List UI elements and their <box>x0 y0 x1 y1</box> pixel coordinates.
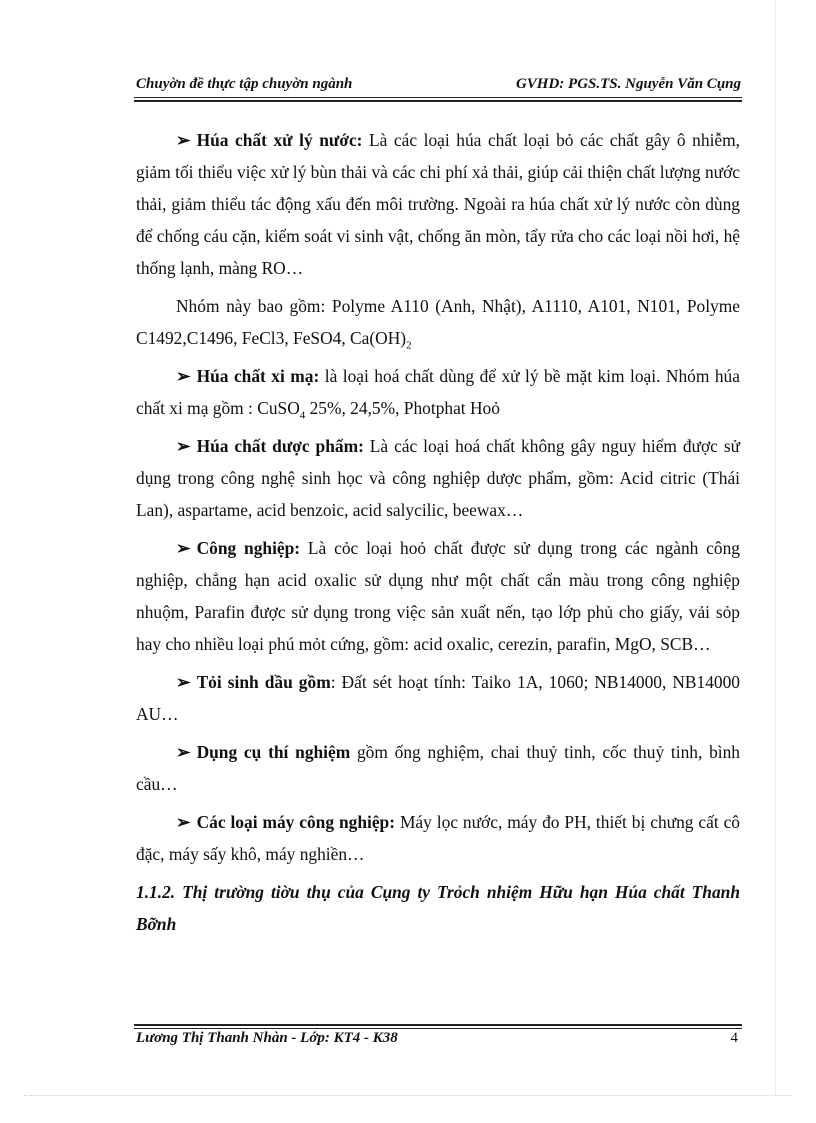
body-text <box>136 124 740 940</box>
text-lab-equipment: gồm ống nghiệm, chai thuỷ tinh, cốc thuỷ tinh, bình cầu… <box>136 742 740 794</box>
term-pharmaceutical: Húa chất dược phẩm: <box>196 436 364 456</box>
page-footer <box>136 1030 738 1047</box>
text-industrial: Là cỏc loại hoỏ chất được sử dụng trong các ngành công nghiệp, chẳng hạn acid oxalic sử dụng như một chất cẩn màu trong công nghiệp nhuộm, Parafin được sử dụng trong việc sản xuất nến, tạo lớp phủ cho giấy, vải sỏp hay cho nhiều loại phú mỏt cứng, gồm: acid oxalic, cerezin, parafin, MgO, SCB… <box>136 538 740 654</box>
bullet-plating <box>136 360 740 424</box>
text-pharmaceutical: Là các loại hoá chất không gây nguy hiểm được sử dụng trong công nghệ sinh học và công nghiệp dược phẩm, gồm: Acid citric (Thái Lan), aspartame, acid benzoic, acid salycilic, beewax… <box>136 436 741 520</box>
bullet-industrial <box>136 532 740 660</box>
page-number: 4 <box>730 1030 738 1046</box>
group-list <box>136 290 740 354</box>
text-oil-regeneration: : Đất sét hoạt tính: Taiko 1A, 1060; NB14000, NB14000 AU… <box>136 672 740 724</box>
term-industrial-machines: Các loại máy công nghiệp: <box>196 812 396 832</box>
section-heading: 1.1.2. Thị trường tiờu thụ của Cụng ty Trỏch nhiệm Hữu hạn Húa chất Thanh Bỡnh <box>136 882 740 934</box>
term-oil-regeneration: Tỏi sinh dầu gồm <box>196 672 331 692</box>
arrow-bullet-icon: ➢ <box>176 812 191 832</box>
header-right-advisor: GVHD: PGS.TS. Nguyễn Văn Cụng <box>515 76 741 92</box>
term-industrial: Công nghiệp: <box>196 538 301 558</box>
term-water-treatment: Húa chất xử lý nước: <box>196 130 363 150</box>
text-plating: là loại hoá chất dùng để xử lý bề mặt kim loại. Nhóm húa chất xi mạ gồm : CuSO <box>136 366 740 418</box>
page-header <box>136 76 741 93</box>
bullet-oil-regeneration <box>136 666 740 730</box>
arrow-bullet-icon: ➢ <box>176 538 191 558</box>
term-plating: Húa chất xi mạ: <box>196 366 320 386</box>
arrow-bullet-icon: ➢ <box>176 436 191 456</box>
group-list-subscript: 2 <box>406 339 412 352</box>
header-rule-thick <box>134 100 742 102</box>
term-lab-equipment: Dụng cụ thí nghiệm <box>196 742 351 762</box>
text-water-treatment: Là các loại húa chất loại bỏ các chất gây ô nhiễm, giảm tối thiểu việc xử lý bùn thải và các chi phí xả thải, giúp cải thiện chất lượng nước thải, giảm thiểu tác động xấu đến môi trường. Ngoài ra húa chất xử lý nước còn dùng để chống cáu cặn, kiểm soát vi sinh vật, chống ăn mòn, tẩy rửa cho các loại nồi hơi, hệ thống lạnh, màng RO… <box>136 130 740 278</box>
plating-subscript: 4 <box>299 409 306 422</box>
page-right-border <box>775 0 776 1095</box>
arrow-bullet-icon: ➢ <box>176 130 191 150</box>
footer-rule-thin <box>134 1028 742 1029</box>
bullet-industrial-machines <box>136 806 740 870</box>
header-left-title: Chuyờn đề thực tập chuyờn ngành <box>136 76 353 92</box>
arrow-bullet-icon: ➢ <box>176 742 191 762</box>
text-industrial-machines: Máy lọc nước, máy đo PH, thiết bị chưng cất cô đặc, máy sấy khô, máy nghiền… <box>136 812 740 864</box>
page-bottom-border <box>24 1095 792 1096</box>
group-list-text: Nhóm này bao gồm: Polyme A110 (Anh, Nhật), A1110, A101, N101, Polyme C1492,C1496, FeCl3, FeSO4, Ca(OH) <box>136 296 740 348</box>
footer-author: Lương Thị Thanh Nhàn - Lớp: KT4 - K38 <box>136 1030 398 1046</box>
bullet-pharmaceutical <box>136 430 740 526</box>
bullet-water-treatment <box>136 124 740 284</box>
arrow-bullet-icon: ➢ <box>176 366 191 386</box>
bullet-lab-equipment <box>136 736 740 800</box>
footer-rule-thick <box>134 1024 742 1026</box>
text-plating-after: 25%, 24,5%, Photphat Hoỏ <box>305 398 500 418</box>
header-rule-thin <box>134 97 742 98</box>
arrow-bullet-icon: ➢ <box>176 672 191 692</box>
